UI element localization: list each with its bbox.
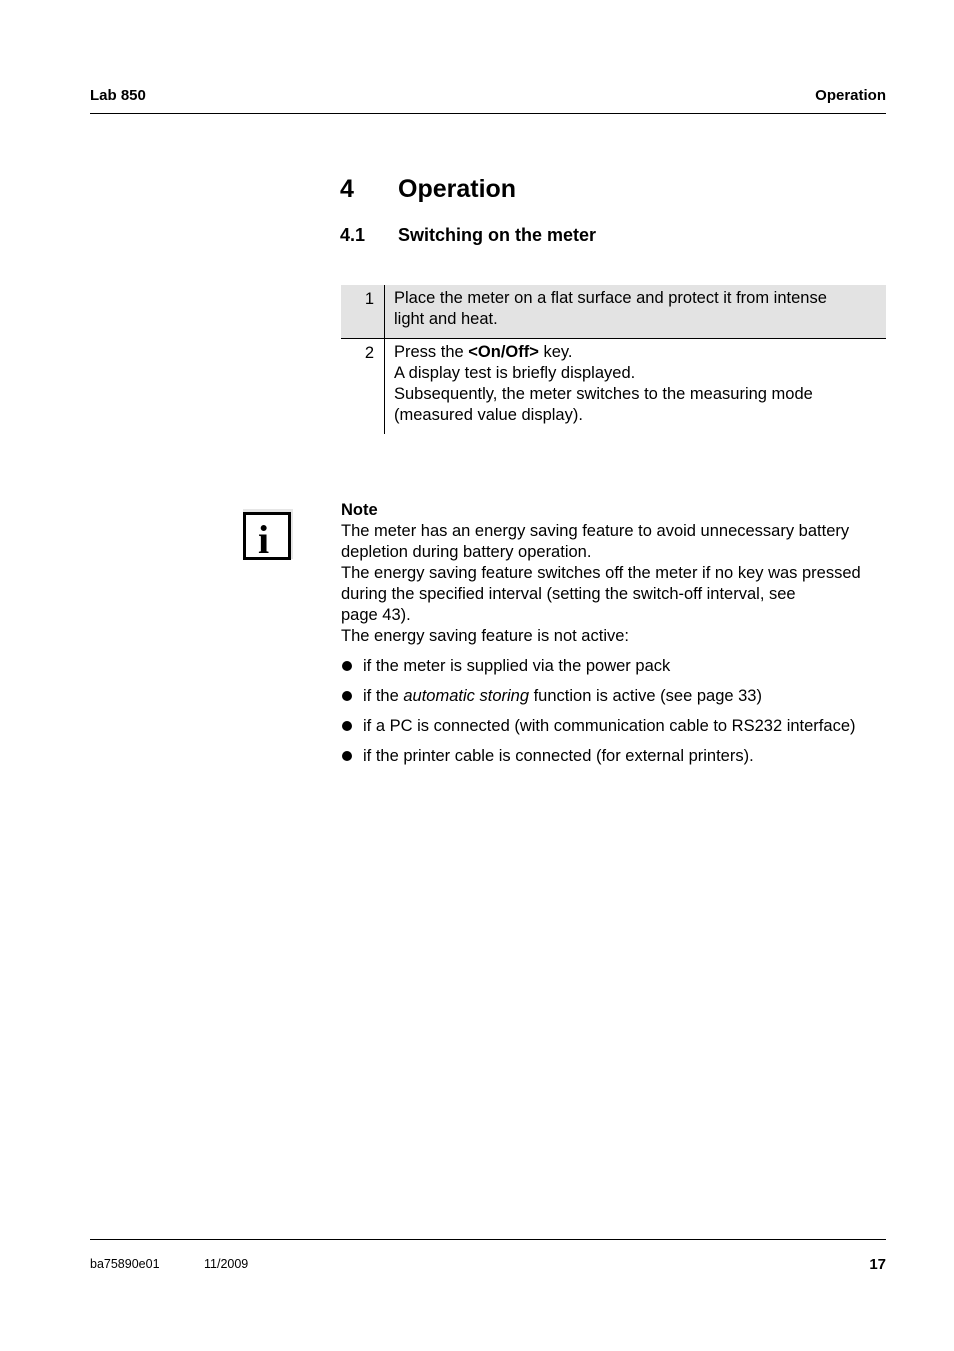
chapter-number: 4	[340, 175, 354, 203]
step-text	[384, 285, 886, 338]
chapter-title: Operation	[398, 175, 517, 203]
info-icon-frame	[243, 512, 291, 560]
section-title: Switching on the meter	[398, 225, 597, 245]
info-icon	[243, 509, 293, 562]
note-paragraph-line: The energy saving feature is not active:	[341, 627, 629, 645]
note-title: Note	[341, 501, 378, 519]
bullet-icon	[342, 661, 352, 671]
header-divider	[90, 113, 886, 114]
step-text-pre: Press the	[394, 343, 469, 361]
note-paragraph-line: during the specified interval (setting the switch-off interval, see	[341, 585, 796, 603]
step-row	[341, 285, 886, 339]
key-name: <On/Off>	[468, 343, 539, 361]
list-item-text: if a PC is connected (with communication cable to RS232 interface)	[363, 717, 856, 735]
step-text-line	[394, 342, 886, 363]
step-text-line: Subsequently, the meter switches to the measuring mode	[394, 385, 813, 403]
list-item-emphasis: automatic storing	[403, 687, 530, 705]
step-text-line: (measured value display).	[394, 406, 583, 424]
note-paragraph-line: The energy saving feature switches off the meter if no key was pressed	[341, 564, 861, 582]
note-paragraph-line: page 43).	[341, 606, 411, 624]
step-row	[341, 339, 886, 434]
list-item	[341, 716, 901, 737]
bullet-icon	[342, 751, 352, 761]
steps-table	[341, 285, 886, 434]
list-item-text: if the printer cable is connected (for external printers).	[363, 747, 754, 765]
note-paragraph-line: The meter has an energy saving feature to avoid unnecessary battery	[341, 522, 850, 540]
list-item	[341, 686, 901, 707]
list-item-text-post: function is active (see page 33)	[529, 687, 762, 705]
step-number: 2	[364, 344, 374, 362]
info-icon-letter: i	[258, 517, 270, 562]
bullet-icon	[342, 721, 352, 731]
list-item-text-pre: if the	[363, 687, 404, 705]
list-item	[341, 746, 901, 767]
step-text-post: key.	[538, 343, 573, 361]
footer-date: 11/2009	[204, 1257, 249, 1271]
note-paragraph-line: depletion during battery operation.	[341, 543, 592, 561]
step-text-line: light and heat.	[394, 310, 498, 328]
list-item-text: if the meter is supplied via the power pack	[363, 657, 671, 675]
step-text	[384, 339, 886, 434]
footer-doc-code: ba75890e01	[90, 1257, 160, 1271]
note-block	[341, 500, 901, 776]
header-doc-title: Lab 850	[90, 87, 146, 104]
step-text-line: Place the meter on a flat surface and protect it from intense	[394, 289, 827, 307]
step-text-line: A display test is briefly displayed.	[394, 364, 636, 382]
section-number: 4.1	[340, 225, 366, 245]
bullet-icon	[342, 691, 352, 701]
step-number: 1	[364, 290, 374, 308]
page-number: 17	[869, 1256, 886, 1273]
header-section-title: Operation	[815, 87, 886, 104]
list-item	[341, 656, 901, 677]
footer-divider	[90, 1239, 886, 1240]
note-bullet-list	[341, 656, 901, 767]
